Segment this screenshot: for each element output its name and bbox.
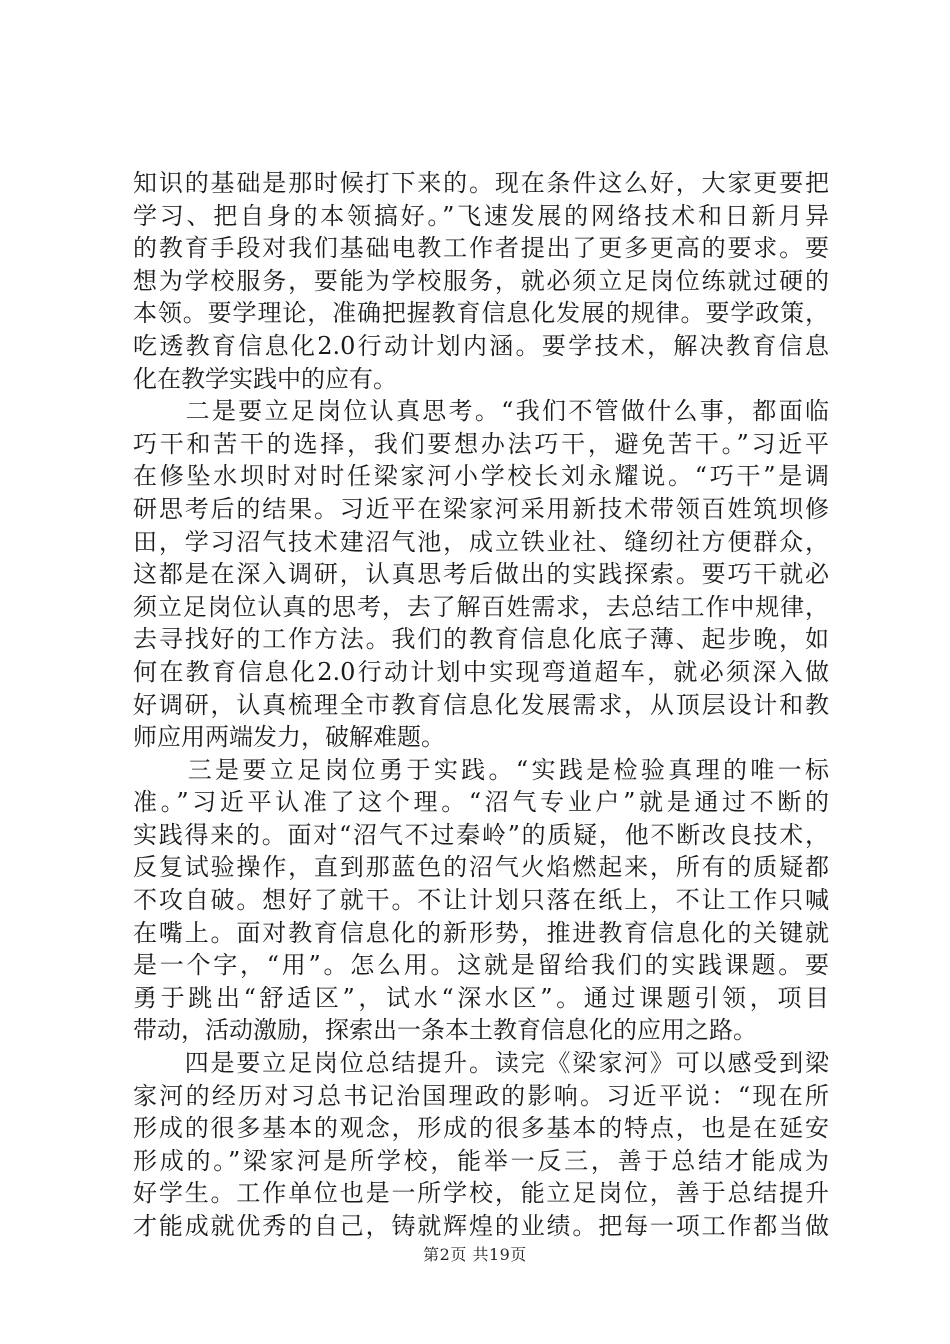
text-line: 知识的基础是那时候打下来的。现在条件这么好，大家更要把 (133, 169, 829, 197)
text-line: 巧干和苦干的选择，我们要想办法巧干，避免苦干。”习近平 (133, 429, 829, 458)
text-line: 好学生。工作单位也是一所学校，能立足岗位，善于总结提升 (133, 1179, 829, 1208)
text-line: 准。”习近平认准了这个理。“沼气专业户”就是通过不断的 (133, 788, 829, 817)
text-line: 是一个字，“用”。怎么用。这就是留给我们的实践课题。要 (133, 951, 829, 980)
text-line: 田，学习沼气技术建沼气池，成立铁业社、缝纫社方便群众， (133, 527, 829, 556)
text-line: 学习、把自身的本领搞好。”飞速发展的网络技术和日新月异 (133, 201, 829, 230)
document-body (133, 167, 829, 1243)
text-line: 化在教学实践中的应有。 (133, 364, 397, 393)
text-line: 家河的经历对习总书记治国理政的影响。习近平说：“现在所 (133, 1081, 829, 1110)
text-line: 在修坠水坝时对时任梁家河小学校长刘永耀说。“巧干”是调 (133, 462, 829, 491)
text-line: 二是要立足岗位认真思考。“我们不管做什么事，都面临 (133, 397, 829, 426)
text-line: 三是要立足岗位勇于实践。“实践是检验真理的唯一标 (133, 755, 829, 784)
text-line: 师应用两端发力，破解难题。 (133, 723, 445, 752)
text-line: 带动，活动激励，探索出一条本土教育信息化的应用之路。 (133, 1016, 757, 1045)
text-line: 反复试验操作，直到那蓝色的沼气火焰燃起来，所有的质疑都 (133, 853, 829, 882)
text-line: 才能成就优秀的自己，铸就辉煌的业绩。把每一项工作都当做 (133, 1212, 829, 1240)
text-line: 去寻找好的工作方法。我们的教育信息化底子薄、起步晚，如 (133, 625, 829, 654)
text-line: 何在教育信息化2.0行动计划中实现弯道超车，就必须深入做 (133, 657, 829, 686)
text-line: 好调研，认真梳理全市教育信息化发展需求，从顶层设计和教 (133, 690, 829, 719)
text-line: 吃透教育信息化2.0行动计划内涵。要学技术，解决教育信息 (133, 331, 829, 360)
text-line: 本领。要学理论，准确把握教育信息化发展的规律。要学政策， (133, 299, 829, 328)
text-line: 须立足岗位认真的思考，去了解百姓需求，去总结工作中规律， (133, 592, 829, 621)
text-line: 这都是在深入调研，认真思考后做出的实践探索。要巧干就必 (133, 560, 829, 589)
text-line: 勇于跳出“舒适区”，试水“深水区”。通过课题引领，项目 (133, 983, 829, 1012)
page-number-footer: 第2页 共19页 (423, 1245, 527, 1264)
text-line: 实践得来的。面对“沼气不过秦岭”的质疑，他不断改良技术， (133, 820, 829, 849)
text-line: 研思考后的结果。习近平在梁家河采用新技术带领百姓筑坝修 (133, 494, 829, 523)
text-line: 想为学校服务，要能为学校服务，就必须立足岗位练就过硬的 (133, 266, 829, 295)
text-line: 在嘴上。面对教育信息化的新形势，推进教育信息化的关键就 (133, 918, 829, 947)
text-line: 四是要立足岗位总结提升。读完《梁家河》可以感受到梁 (133, 1049, 829, 1078)
text-line: 的教育手段对我们基础电教工作者提出了更多更高的要求。要 (133, 234, 829, 263)
text-line: 形成的。”梁家河是所学校，能举一反三，善于总结才能成为 (133, 1146, 829, 1175)
text-line: 不攻自破。想好了就干。不让计划只落在纸上，不让工作只喊 (133, 886, 829, 915)
text-line: 形成的很多基本的观念，形成的很多基本的特点，也是在延安 (133, 1114, 829, 1143)
